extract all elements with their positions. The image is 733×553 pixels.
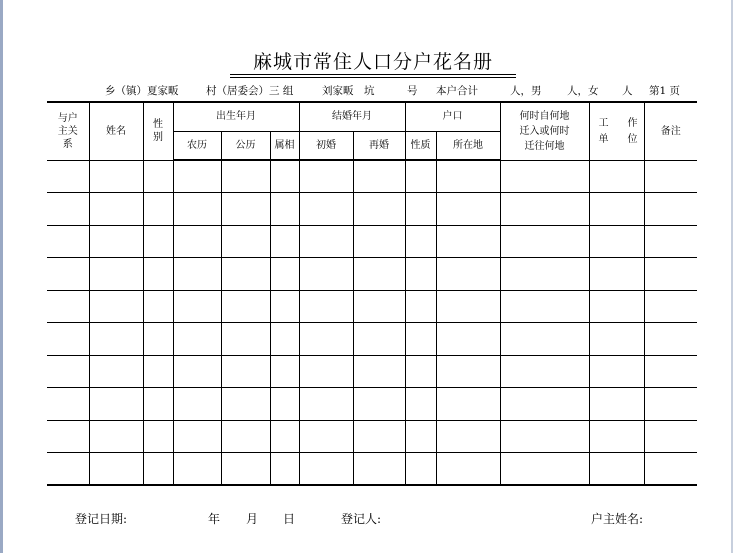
table-cell (47, 290, 89, 323)
table-cell (644, 453, 697, 486)
householder-name-label: 户主姓名: (591, 512, 644, 526)
table-row (47, 323, 697, 356)
table-cell (47, 225, 89, 258)
table-cell (221, 388, 270, 421)
table-cell (143, 323, 173, 356)
table-cell (500, 388, 589, 421)
table-cell (47, 160, 89, 193)
table-cell (500, 290, 589, 323)
table-row (47, 160, 697, 193)
header-row-1 (47, 102, 697, 131)
table-cell (173, 225, 221, 258)
table-cell (47, 355, 89, 388)
table-cell (589, 388, 644, 421)
header-birth: 出生年月 (173, 102, 299, 131)
table-cell (221, 290, 270, 323)
footer-month: 月 (246, 512, 259, 526)
table-cell (644, 258, 697, 291)
table-cell (173, 193, 221, 226)
table-cell (270, 258, 299, 291)
table-row (47, 290, 697, 323)
table-cell (221, 258, 270, 291)
table-cell (173, 258, 221, 291)
table-cell (500, 420, 589, 453)
table-cell (644, 388, 697, 421)
table-cell (173, 160, 221, 193)
header-name: 姓名 (89, 102, 143, 160)
table-cell (270, 290, 299, 323)
header-birth-solar: 公历 (221, 131, 270, 160)
table-cell (589, 160, 644, 193)
persons-male-label: 人，男 (510, 85, 542, 97)
table-cell (270, 193, 299, 226)
table-cell (353, 290, 405, 323)
table-cell (405, 290, 436, 323)
township-label: 乡（镇）夏家畈 (105, 85, 179, 97)
table-cell (299, 225, 353, 258)
table-cell (143, 290, 173, 323)
female-count-label: 人 (622, 85, 633, 97)
table-cell (173, 388, 221, 421)
table-cell (89, 160, 143, 193)
table-cell (221, 193, 270, 226)
table-cell (644, 290, 697, 323)
header-hukou-type: 性质 (405, 131, 436, 160)
header-relation: 与户主关系 (47, 102, 89, 160)
table-cell (644, 323, 697, 356)
table-cell (353, 323, 405, 356)
table-cell (436, 290, 500, 323)
table-cell (353, 193, 405, 226)
table-cell (405, 323, 436, 356)
table-cell (589, 193, 644, 226)
table-cell (299, 290, 353, 323)
table-cell (47, 323, 89, 356)
table-cell (221, 225, 270, 258)
table-cell (589, 225, 644, 258)
table-cell (173, 355, 221, 388)
table-cell (436, 355, 500, 388)
table-cell (299, 160, 353, 193)
table-cell (270, 453, 299, 486)
table-cell (500, 258, 589, 291)
table-cell (436, 193, 500, 226)
table-row (47, 258, 697, 291)
table-cell (47, 420, 89, 453)
table-row (47, 355, 697, 388)
table-cell (270, 388, 299, 421)
table-cell (589, 258, 644, 291)
header-work-unit: 工 作 单 位 (589, 102, 644, 160)
household-label: 刘家畈 坑 (322, 85, 375, 97)
table-cell (221, 420, 270, 453)
table-cell (221, 323, 270, 356)
table-cell (589, 290, 644, 323)
title-underline-double (230, 77, 516, 78)
table-cell (47, 258, 89, 291)
table-cell (500, 193, 589, 226)
table-cell (500, 323, 589, 356)
table-cell (47, 193, 89, 226)
header-migration: 何时自何地 迁入或何时 迁往何地 (500, 102, 589, 160)
table-cell (644, 225, 697, 258)
table-cell (143, 193, 173, 226)
table-cell (353, 258, 405, 291)
table-cell (500, 355, 589, 388)
page-title: 麻城市常住人口分户花名册 (252, 51, 493, 73)
table-cell (173, 420, 221, 453)
table-cell (299, 388, 353, 421)
table-cell (299, 258, 353, 291)
table-cell (89, 388, 143, 421)
table-cell (47, 453, 89, 486)
header-hukou-place: 所在地 (436, 131, 500, 160)
table-cell (353, 453, 405, 486)
table-cell (89, 258, 143, 291)
header-remarks: 备注 (644, 102, 697, 160)
table-cell (143, 258, 173, 291)
table-cell (644, 355, 697, 388)
table-cell (405, 225, 436, 258)
table-cell (47, 388, 89, 421)
table-cell (143, 160, 173, 193)
table-cell (221, 453, 270, 486)
table-cell (405, 193, 436, 226)
registration-date-label: 登记日期: (75, 512, 128, 526)
table-cell (299, 323, 353, 356)
table-cell (589, 323, 644, 356)
table-cell (173, 323, 221, 356)
table-cell (173, 453, 221, 486)
table-cell (299, 355, 353, 388)
table-cell (500, 160, 589, 193)
header-zodiac: 属相 (270, 131, 299, 160)
table-cell (143, 420, 173, 453)
table-cell (436, 420, 500, 453)
table-cell (405, 160, 436, 193)
table-cell (589, 420, 644, 453)
table-cell (221, 160, 270, 193)
table-cell (89, 323, 143, 356)
header-marriage: 结婚年月 (299, 102, 405, 131)
table-cell (353, 388, 405, 421)
table-cell (589, 453, 644, 486)
footer-day: 日 (283, 512, 296, 526)
table-cell (436, 388, 500, 421)
table-cell (353, 420, 405, 453)
table-row (47, 193, 697, 226)
page-number: 第1 页 (649, 85, 681, 97)
table-cell (270, 323, 299, 356)
table-cell (405, 258, 436, 291)
table-cell (299, 420, 353, 453)
header-marriage-again: 再婚 (353, 131, 405, 160)
table-cell (89, 420, 143, 453)
table-cell (89, 453, 143, 486)
table-row (47, 388, 697, 421)
table-cell (221, 355, 270, 388)
table-cell (405, 388, 436, 421)
header-birth-lunar: 农历 (173, 131, 221, 160)
title-underline (230, 74, 516, 75)
registrar-label: 登记人: (341, 512, 382, 526)
table-cell (353, 225, 405, 258)
table-cell (353, 160, 405, 193)
table-row (47, 225, 697, 258)
table-row (47, 453, 697, 486)
table-cell (89, 355, 143, 388)
table-cell (589, 355, 644, 388)
table-cell (143, 355, 173, 388)
table-cell (436, 160, 500, 193)
table-row (47, 420, 697, 453)
household-total-label: 本户合计 (436, 85, 478, 97)
table-cell (299, 193, 353, 226)
window-edge-left (0, 0, 3, 553)
table-cell (405, 453, 436, 486)
village-label: 村（居委会）三 组 (206, 85, 294, 97)
table-cell (89, 193, 143, 226)
table-cell (644, 420, 697, 453)
header-sex: 性别 (143, 102, 173, 160)
male-female-label: 人，女 (567, 85, 599, 97)
table-cell (644, 160, 697, 193)
table-cell (405, 355, 436, 388)
table-cell (143, 225, 173, 258)
table-cell (436, 323, 500, 356)
number-label: 号 (407, 85, 418, 97)
table-cell (500, 225, 589, 258)
table-cell (436, 258, 500, 291)
table-cell (270, 355, 299, 388)
table-cell (270, 225, 299, 258)
table-cell (173, 290, 221, 323)
table-cell (436, 225, 500, 258)
table-cell (500, 453, 589, 486)
table-cell (436, 453, 500, 486)
table-cell (270, 160, 299, 193)
table-cell (143, 388, 173, 421)
table-cell (299, 453, 353, 486)
table-cell (405, 420, 436, 453)
table-cell (644, 193, 697, 226)
table-cell (89, 290, 143, 323)
header-hukou: 户口 (405, 102, 500, 131)
table-cell (89, 225, 143, 258)
table-cell (353, 355, 405, 388)
header-marriage-first: 初婚 (299, 131, 353, 160)
footer-year: 年 (208, 512, 221, 526)
table-cell (143, 453, 173, 486)
household-register-table (47, 101, 697, 486)
table-cell (270, 420, 299, 453)
